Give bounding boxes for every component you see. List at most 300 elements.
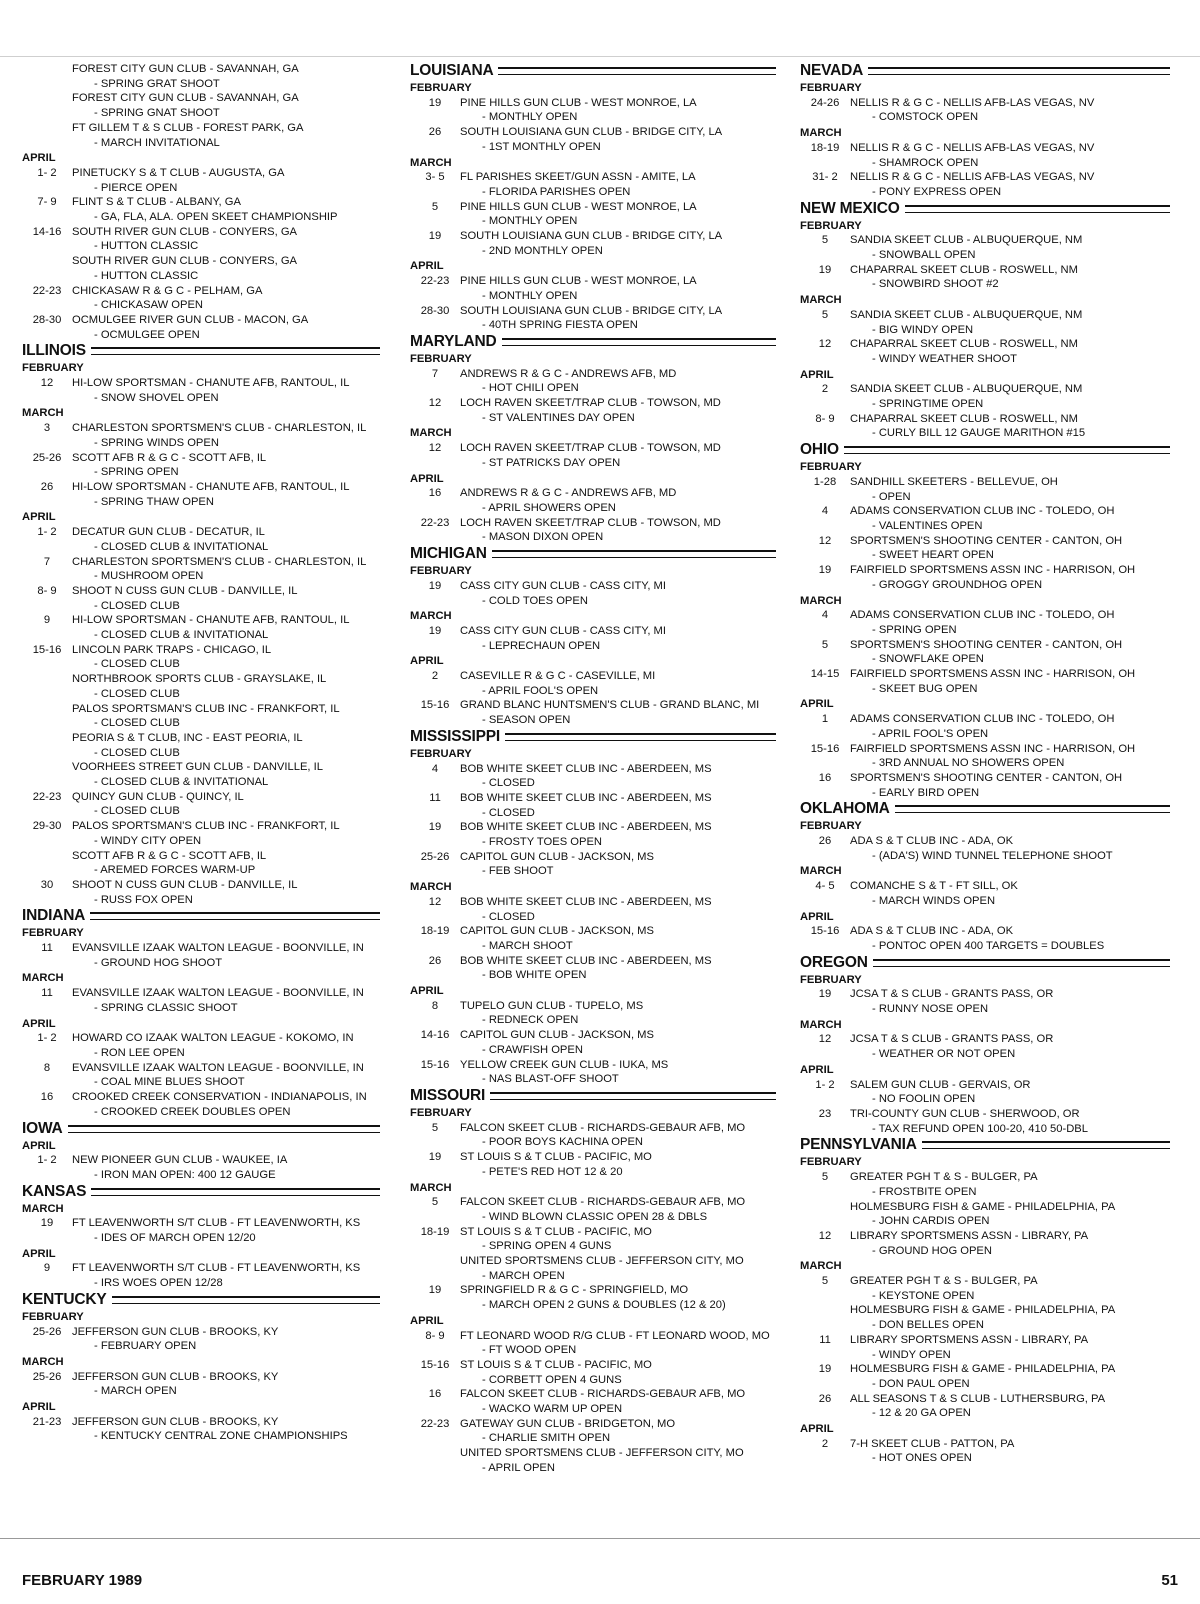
state-section: [800, 1136, 1170, 1466]
event-name: - SHAMROCK OPEN: [872, 156, 979, 169]
event-desc: [460, 698, 776, 727]
event-entry: [22, 1261, 380, 1290]
event-entry: [410, 850, 776, 879]
event-name: - DON BELLES OPEN: [872, 1319, 984, 1332]
event-date: [410, 1446, 460, 1475]
event-entry: [410, 274, 776, 303]
event-name: - CRAWFISH OPEN: [482, 1043, 583, 1056]
state-name: OHIO: [800, 441, 839, 459]
event-desc: [72, 941, 380, 970]
event-club: UNITED SPORTSMENS CLUB - JEFFERSON CITY, MO: [460, 1255, 744, 1268]
event-entry: [800, 1333, 1170, 1362]
event-entry: [800, 170, 1170, 199]
event-name: - TAX REFUND OPEN 100-20, 410 50-DBL: [872, 1122, 1088, 1135]
event-date: 16: [428, 1388, 442, 1401]
event-club: SOUTH LOUISIANA GUN CLUB - BRIDGE CITY, LA: [460, 304, 723, 317]
event-name: - CORBETT OPEN 4 GUNS: [482, 1373, 622, 1386]
event-desc: [72, 1061, 380, 1090]
event-date: 25-26: [420, 850, 450, 863]
heading-rule: [505, 733, 776, 741]
event-date: 8- 9: [37, 584, 57, 597]
event-name: - CLOSED CLUB: [94, 687, 180, 700]
event-club: HOLMESBURG FISH & GAME - PHILADELPHIA, PA: [850, 1200, 1116, 1213]
event-club: SOUTH LOUISIANA GUN CLUB - BRIDGE CITY, LA: [460, 230, 723, 243]
event-date: 26: [818, 835, 832, 848]
event-entry: [800, 742, 1170, 771]
footer-rule: [0, 1538, 1200, 1539]
event-name: - NO FOOLIN OPEN: [872, 1093, 976, 1106]
state-section: [22, 342, 380, 907]
state-section: [800, 200, 1170, 442]
event-entry: [800, 563, 1170, 592]
heading-rule: [91, 1188, 380, 1196]
event-date: 19: [818, 1363, 832, 1376]
state-heading: [410, 333, 776, 351]
event-date: 19: [428, 96, 442, 109]
event-desc: [72, 760, 380, 789]
event-name: - MARCH WINDS OPEN: [872, 894, 996, 907]
event-desc: [460, 200, 776, 229]
event-entry: [22, 62, 380, 91]
month-label: FEBRUARY: [800, 1156, 862, 1169]
event-name: - GA, FLA, ALA. OPEN SKEET CHAMPIONSHIP: [94, 211, 338, 224]
event-name: - FEB SHOOT: [482, 865, 554, 878]
heading-rule: [112, 1296, 380, 1304]
month-label: APRIL: [22, 1401, 56, 1414]
event-club: JEFFERSON GUN CLUB - BROOKS, KY: [72, 1325, 279, 1338]
event-desc: [72, 1216, 380, 1245]
month-label: FEBRUARY: [410, 352, 472, 365]
event-date: [800, 1303, 850, 1332]
event-desc: [850, 475, 1170, 504]
event-club: PINE HILLS GUN CLUB - WEST MONROE, LA: [460, 96, 697, 109]
event-name: - SPRING CLASSIC SHOOT: [94, 1001, 238, 1014]
event-date: 4: [821, 505, 829, 518]
event-desc: [850, 96, 1170, 125]
event-date: 7: [43, 555, 51, 568]
event-date: 5: [431, 200, 439, 213]
event-entry: [410, 1121, 776, 1150]
event-name: - CHARLIE SMITH OPEN: [482, 1432, 611, 1445]
event-entry: [410, 762, 776, 791]
event-entry: [410, 367, 776, 396]
event-entry: [22, 1153, 380, 1182]
state-name: MISSISSIPPI: [410, 727, 500, 745]
event-entry: [410, 1058, 776, 1087]
event-desc: [850, 1333, 1170, 1362]
event-date: 5: [431, 1121, 439, 1134]
event-entry: [410, 1358, 776, 1387]
state-heading: [800, 954, 1170, 972]
event-name: - APRIL FOOL'S OPEN: [482, 684, 599, 697]
event-club: PALOS SPORTSMAN'S CLUB INC - FRANKFORT, IL: [72, 702, 340, 715]
event-date: 22-23: [420, 516, 450, 529]
event-date: 12: [428, 895, 442, 908]
month-label: MARCH: [800, 1260, 842, 1273]
state-section: [800, 954, 1170, 1137]
event-name: - SWEET HEART OPEN: [872, 549, 994, 562]
event-entry: [800, 475, 1170, 504]
state-heading: [410, 1087, 776, 1105]
event-club: FALCON SKEET CLUB - RICHARDS-GEBAUR AFB, MO: [460, 1388, 746, 1401]
event-name: - NAS BLAST-OFF SHOOT: [482, 1073, 619, 1086]
event-date: 12: [818, 534, 832, 547]
event-entry: [410, 125, 776, 154]
event-date: 5: [821, 234, 829, 247]
event-desc: [850, 1392, 1170, 1421]
event-name: - MONTHLY OPEN: [482, 215, 578, 228]
event-club: ADA S & T CLUB INC - ADA, OK: [850, 835, 1014, 848]
event-club: CAPITOL GUN CLUB - JACKSON, MS: [460, 1029, 654, 1042]
event-name: - COAL MINE BLUES SHOOT: [94, 1076, 245, 1089]
event-name: - FROSTY TOES OPEN: [482, 836, 602, 849]
event-date: 23: [818, 1108, 832, 1120]
event-date: 12: [428, 397, 442, 410]
state-section: [22, 62, 380, 342]
event-club: ST LOUIS S & T CLUB - PACIFIC, MO: [460, 1225, 652, 1238]
event-club: JEFFERSON GUN CLUB - BROOKS, KY: [72, 1415, 279, 1428]
event-date: 11: [41, 942, 53, 955]
page-number: 51: [1161, 1572, 1178, 1589]
event-desc: [72, 584, 380, 613]
event-date: [410, 1254, 460, 1283]
event-entry: [800, 263, 1170, 292]
month-label: APRIL: [800, 368, 834, 381]
month-label: FEBRUARY: [410, 565, 472, 578]
event-desc: [850, 233, 1170, 262]
month-label: APRIL: [410, 1314, 444, 1327]
heading-rule: [490, 1092, 776, 1100]
event-date: 29-30: [32, 820, 62, 833]
event-desc: [72, 1031, 380, 1060]
event-name: - MARCH OPEN 2 GUNS & DOUBLES (12 & 20): [482, 1299, 726, 1312]
event-name: - PONY EXPRESS OPEN: [872, 185, 1002, 198]
event-name: - SPRING GRAT SHOOT: [94, 77, 220, 90]
event-name: - PIERCE OPEN: [94, 181, 178, 194]
event-club: LINCOLN PARK TRAPS - CHICAGO, IL: [72, 643, 272, 656]
state-heading: [800, 200, 1170, 218]
event-desc: [460, 441, 776, 470]
event-desc: [460, 170, 776, 199]
event-date: 26: [40, 480, 54, 493]
event-club: BOB WHITE SKEET CLUB INC - ABERDEEN, MS: [460, 821, 712, 834]
event-desc: [72, 91, 380, 120]
event-date: [22, 91, 72, 120]
event-date: 14-15: [810, 668, 840, 681]
event-name: - CLOSED CLUB: [94, 717, 180, 730]
event-desc: [850, 1303, 1170, 1332]
event-date: 12: [40, 377, 54, 390]
event-name: - ST PATRICKS DAY OPEN: [482, 456, 621, 469]
state-name: KENTUCKY: [22, 1290, 107, 1308]
event-name: - MARCH OPEN: [94, 1385, 177, 1398]
event-club: NEW PIONEER GUN CLUB - WAUKEE, IA: [72, 1154, 288, 1167]
event-desc: [460, 791, 776, 820]
state-section: [22, 1291, 380, 1444]
event-club: FL PARISHES SKEET/GUN ASSN - AMITE, LA: [460, 171, 696, 184]
event-name: - APRIL OPEN: [482, 1461, 555, 1474]
month-label: APRIL: [410, 985, 444, 998]
event-entry: [410, 304, 776, 333]
event-name: - CLOSED CLUB: [94, 658, 180, 671]
event-name: - CLOSED: [482, 777, 535, 790]
state-heading: [410, 62, 776, 80]
month-label: APRIL: [800, 1423, 834, 1436]
event-entry: [22, 1325, 380, 1354]
event-entry: [22, 1061, 380, 1090]
event-name: - BIG WINDY OPEN: [872, 323, 974, 336]
event-entry: [800, 1392, 1170, 1421]
event-desc: [460, 304, 776, 333]
event-club: ANDREWS R & G C - ANDREWS AFB, MD: [460, 367, 677, 380]
event-desc: [460, 229, 776, 258]
event-club: CHARLESTON SPORTSMEN'S CLUB - CHARLESTON, IL: [72, 555, 367, 568]
event-name: - BOB WHITE OPEN: [482, 969, 587, 982]
event-entry: [22, 849, 380, 878]
event-date: 9: [43, 1262, 51, 1275]
event-name: - SPRING OPEN: [94, 466, 179, 479]
event-desc: [850, 742, 1170, 771]
event-name: - WINDY OPEN: [872, 1348, 951, 1361]
event-club: SOUTH RIVER GUN CLUB - CONYERS, GA: [72, 255, 298, 268]
event-club: GREATER PGH T & S - BULGER, PA: [850, 1275, 1038, 1288]
event-name: - HUTTON CLASSIC: [94, 240, 199, 253]
event-club: OCMULGEE RIVER GUN CLUB - MACON, GA: [72, 313, 309, 326]
event-desc: [460, 516, 776, 545]
heading-rule: [91, 347, 380, 355]
month-label: MARCH: [410, 156, 452, 169]
event-name: - IRON MAN OPEN: 400 12 GAUGE: [94, 1168, 276, 1181]
event-date: [22, 702, 72, 731]
event-entry: [22, 421, 380, 450]
event-name: - CLOSED: [482, 806, 535, 819]
event-name: - WACKO WARM UP OPEN: [482, 1403, 623, 1416]
event-name: - CLOSED CLUB & INVITATIONAL: [94, 629, 269, 642]
month-label: MARCH: [410, 881, 452, 894]
event-date: 19: [428, 1284, 442, 1297]
event-desc: [850, 504, 1170, 533]
footer-issue: FEBRUARY 1989: [22, 1572, 143, 1589]
state-name: ILLINOIS: [22, 342, 86, 360]
event-desc: [72, 1153, 380, 1182]
event-entry: [22, 525, 380, 554]
event-date: 1-28: [813, 475, 837, 488]
event-name: - SEASON OPEN: [482, 714, 571, 727]
event-date: 19: [818, 263, 832, 276]
month-label: FEBRUARY: [410, 747, 472, 760]
event-desc: [460, 954, 776, 983]
event-club: QUINCY GUN CLUB - QUINCY, IL: [72, 790, 244, 803]
month-label: MARCH: [800, 594, 842, 607]
month-label: FEBRUARY: [800, 219, 862, 232]
month-label: MARCH: [22, 407, 64, 420]
event-club: GREATER PGH T & S - BULGER, PA: [850, 1171, 1038, 1184]
event-desc: [72, 421, 380, 450]
event-desc: [72, 878, 380, 907]
state-name: MARYLAND: [410, 332, 497, 350]
event-club: LOCH RAVEN SKEET/TRAP CLUB - TOWSON, MD: [460, 442, 721, 455]
event-entry: [800, 96, 1170, 125]
event-desc: [72, 1325, 380, 1354]
event-desc: [460, 895, 776, 924]
event-desc: [460, 1417, 776, 1446]
event-date: 18-19: [420, 925, 450, 938]
event-name: - GROGGY GROUNDHOG OPEN: [872, 578, 1043, 591]
event-date: 1- 2: [37, 526, 57, 539]
event-desc: [850, 987, 1170, 1016]
event-date: 14-16: [32, 225, 62, 238]
event-date: 22-23: [32, 284, 62, 297]
event-date: 5: [821, 1275, 829, 1288]
event-date: 2: [821, 1437, 829, 1450]
event-club: CROOKED CREEK CONSERVATION - INDIANAPOLIS, IN: [72, 1091, 367, 1104]
event-entry: [800, 834, 1170, 863]
event-club: ALL SEASONS T & S CLUB - LUTHERSBURG, PA: [850, 1392, 1106, 1405]
event-name: - HOT CHILI OPEN: [482, 382, 579, 395]
month-label: MARCH: [800, 1018, 842, 1031]
event-date: 28-30: [420, 304, 450, 317]
event-date: 7- 9: [37, 196, 57, 209]
event-date: 11: [41, 987, 53, 1000]
event-entry: [22, 584, 380, 613]
event-club: FALCON SKEET CLUB - RICHARDS-GEBAUR AFB, MO: [460, 1196, 746, 1209]
event-date: 5: [821, 308, 829, 321]
event-date: 1- 2: [37, 1154, 57, 1167]
event-date: 4: [431, 762, 439, 775]
event-entry: [410, 1028, 776, 1057]
heading-rule: [844, 446, 1170, 454]
event-club: BOB WHITE SKEET CLUB INC - ABERDEEN, MS: [460, 791, 712, 804]
event-club: NORTHBROOK SPORTS CLUB - GRAYSLAKE, IL: [72, 673, 327, 686]
event-entry: [800, 771, 1170, 800]
month-label: FEBRUARY: [800, 461, 862, 474]
event-desc: [850, 879, 1170, 908]
event-entry: [410, 1150, 776, 1179]
month-label: FEBRUARY: [22, 927, 84, 940]
state-heading: [800, 441, 1170, 459]
event-entry: [800, 534, 1170, 563]
event-desc: [850, 667, 1170, 696]
event-club: HI-LOW SPORTSMAN - CHANUTE AFB, RANTOUL, IL: [72, 480, 350, 493]
event-club: ADAMS CONSERVATION CLUB INC - TOLEDO, OH: [850, 609, 1115, 622]
event-date: [22, 254, 72, 283]
event-date: [22, 849, 72, 878]
event-name: - HOT ONES OPEN: [872, 1452, 972, 1465]
event-entry: [410, 170, 776, 199]
month-label: FEBRUARY: [22, 362, 84, 375]
event-date: 24-26: [810, 96, 840, 109]
event-club: EVANSVILLE IZAAK WALTON LEAGUE - BOONVILLE, IN: [72, 942, 364, 955]
event-desc: [460, 274, 776, 303]
event-date: 22-23: [420, 1417, 450, 1430]
state-name: KANSAS: [22, 1182, 87, 1200]
event-desc: [72, 1415, 380, 1444]
event-club: CHARLESTON SPORTSMEN'S CLUB - CHARLESTON, IL: [72, 422, 367, 435]
event-entry: [22, 760, 380, 789]
event-date: 15-16: [420, 1058, 450, 1071]
event-desc: [850, 924, 1170, 953]
state-heading: [800, 62, 1170, 80]
event-club: CASEVILLE R & G C - CASEVILLE, MI: [460, 670, 656, 683]
event-club: CAPITOL GUN CLUB - JACKSON, MS: [460, 925, 654, 938]
state-section: [410, 545, 776, 728]
event-entry: [800, 233, 1170, 262]
event-club: UNITED SPORTSMENS CLUB - JEFFERSON CITY, MO: [460, 1447, 744, 1460]
event-name: - GROUND HOG OPEN: [872, 1244, 992, 1257]
event-name: - IDES OF MARCH OPEN 12/20: [94, 1232, 256, 1245]
event-name: - SPRING OPEN: [872, 623, 957, 636]
event-entry: [22, 1370, 380, 1399]
state-name: MISSOURI: [410, 1087, 486, 1104]
event-name: - MUSHROOM OPEN: [94, 570, 204, 583]
event-entry: [22, 91, 380, 120]
event-date: 12: [818, 338, 832, 351]
event-entry: [22, 819, 380, 848]
event-entry: [410, 1254, 776, 1283]
event-name: - LEPRECHAUN OPEN: [482, 639, 601, 652]
event-entry: [410, 1329, 776, 1358]
event-desc: [72, 672, 380, 701]
event-name: - CLOSED CLUB & INVITATIONAL: [94, 776, 269, 789]
event-entry: [410, 1225, 776, 1254]
event-club: ADA S & T CLUB INC - ADA, OK: [850, 925, 1014, 938]
month-label: APRIL: [22, 1139, 56, 1152]
event-club: PALOS SPORTSMAN'S CLUB INC - FRANKFORT, IL: [72, 820, 340, 833]
event-date: [22, 62, 72, 91]
event-date: 18-19: [420, 1225, 450, 1238]
event-name: - APRIL SHOWERS OPEN: [482, 501, 616, 514]
state-section: [800, 800, 1170, 953]
event-name: - CLOSED CLUB & INVITATIONAL: [94, 540, 269, 553]
event-date: [22, 672, 72, 701]
event-date: 28-30: [32, 313, 62, 326]
event-date: 8- 9: [815, 412, 835, 425]
event-date: 2: [821, 383, 829, 396]
month-label: FEBRUARY: [800, 820, 862, 833]
event-club: JCSA T & S CLUB - GRANTS PASS, OR: [850, 1033, 1054, 1046]
month-label: FEBRUARY: [410, 1107, 472, 1119]
event-club: SANDIA SKEET CLUB - ALBUQUERQUE, NM: [850, 308, 1083, 321]
event-name: - SPRING GNAT SHOOT: [94, 107, 220, 120]
event-desc: [460, 624, 776, 653]
state-name: OKLAHOMA: [800, 800, 890, 818]
event-date: 19: [428, 821, 442, 834]
event-name: - FEBRUARY OPEN: [94, 1340, 197, 1353]
event-entry: [22, 1090, 380, 1119]
event-entry: [800, 1078, 1170, 1107]
month-label: FEBRUARY: [800, 82, 862, 94]
event-date: 26: [818, 1392, 832, 1405]
event-desc: [850, 1200, 1170, 1229]
event-name: - KENTUCKY CENTRAL ZONE CHAMPIONSHIPS: [94, 1430, 348, 1443]
event-name: - PONTOC OPEN 400 TARGETS = DOUBLES: [872, 939, 1105, 952]
event-date: 19: [428, 579, 442, 592]
event-club: CAPITOL GUN CLUB - JACKSON, MS: [460, 850, 654, 863]
event-date: 12: [818, 1229, 832, 1242]
event-name: - SKEET BUG OPEN: [872, 682, 978, 695]
event-entry: [800, 337, 1170, 366]
event-date: 1: [821, 713, 829, 726]
month-label: APRIL: [410, 472, 444, 485]
event-entry: [410, 791, 776, 820]
event-club: SPRINGFIELD R & G C - SPRINGFIELD, MO: [460, 1284, 689, 1297]
event-name: - 12 & 20 GA OPEN: [872, 1407, 971, 1420]
event-desc: [460, 669, 776, 698]
heading-rule: [502, 338, 776, 346]
state-section: [410, 62, 776, 333]
event-entry: [800, 608, 1170, 637]
event-entry: [22, 986, 380, 1015]
